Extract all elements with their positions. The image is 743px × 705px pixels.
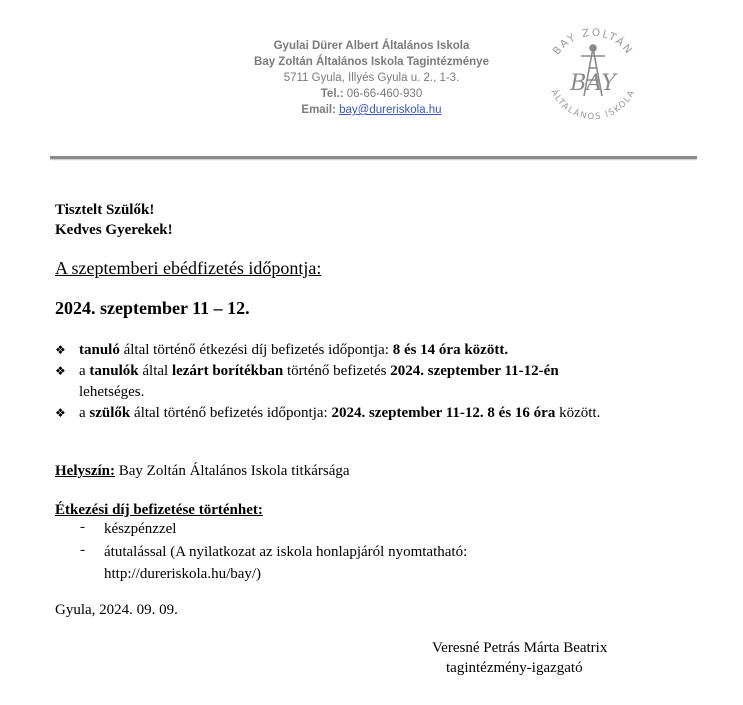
location-value: Bay Zoltán Általános Iskola titkársága — [115, 463, 350, 479]
logo-center-text: BAY — [570, 71, 616, 96]
place-date: Gyula, 2024. 09. 09. — [55, 602, 178, 618]
bullet-text: a — [79, 363, 90, 379]
greeting — [55, 200, 173, 240]
phone-number: 06-66-460-930 — [346, 88, 423, 100]
school-name: Gyulai Dürer Albert Általános Iskola — [273, 40, 470, 52]
bullet-text: tanulók — [89, 363, 139, 379]
website-link: http://dureriskola.hu/bay/) — [104, 566, 262, 582]
bullet-text: által — [138, 363, 172, 379]
bullet-item — [55, 361, 705, 403]
bullet-text: lehetséges. — [79, 384, 145, 400]
bullet-text: 2024. szeptember 11-12. 8 és 16 óra — [331, 405, 556, 421]
bullet-text: tanuló — [79, 342, 120, 358]
logo-top-text: BAY ZOLTÁN — [550, 26, 636, 58]
bullet-list — [55, 340, 705, 424]
bullet-text: a — [79, 405, 90, 421]
svg-text:BAY ZOLTÁN — [551, 27, 636, 58]
bullet-item — [55, 340, 705, 361]
bullet-item — [55, 403, 705, 424]
bullet-text: 8 és 14 óra között. — [392, 342, 509, 358]
method-item: átutalással (A nyilatkozat az iskola honlapjáról nyomtatható: — [104, 544, 468, 560]
branch-name: Bay Zoltán Általános Iskola Tagintézménye — [254, 56, 489, 68]
phone-label: Tel.: — [320, 88, 344, 100]
bullet-text: történő befizetés — [283, 363, 391, 379]
section-title: A szeptemberi ebédfizetés időpontja: — [55, 258, 322, 278]
greeting-children: Kedves Gyerekek! — [55, 222, 173, 238]
bullet-text: által történő befizetés időpontja: — [130, 405, 332, 421]
email-link[interactable]: bay@dureriskola.hu — [339, 104, 442, 116]
header-divider — [50, 156, 697, 159]
bullet-text: által történő étkezési díj befizetés időpontja: — [119, 342, 393, 358]
signatory-name: Veresné Petrás Márta Beatrix — [432, 640, 608, 656]
address: 5711 Gyula, Illyés Gyula u. 2., 1-3. — [283, 72, 460, 84]
diamond-bullet-icon: ❖ — [55, 343, 66, 357]
diamond-bullet-icon: ❖ — [55, 364, 66, 378]
greeting-parents: Tisztelt Szülők! — [55, 202, 155, 218]
bullet-text: 2024. szeptember 11-12-én — [390, 363, 559, 379]
bullet-text: között. — [555, 405, 601, 421]
location-label: Helyszín: — [55, 463, 115, 479]
bullet-text: lezárt borítékban — [171, 363, 284, 379]
method-item: készpénzzel — [104, 521, 177, 537]
payment-date: 2024. szeptember 11 – 12. — [55, 298, 250, 318]
email-label: Email: — [301, 104, 336, 116]
school-logo — [540, 22, 646, 128]
dash-icon: - — [80, 519, 85, 535]
methods-title: Étkezési díj befizetése történhet: — [55, 502, 263, 518]
bullet-text: szülők — [89, 405, 131, 421]
location — [55, 461, 350, 482]
diamond-bullet-icon: ❖ — [55, 406, 66, 420]
logo-bottom-text: ÁLTALÁNOS ISKOLA — [548, 87, 638, 123]
signatory-title: tagintézmény-igazgató — [446, 660, 583, 676]
dash-icon: - — [80, 542, 85, 558]
